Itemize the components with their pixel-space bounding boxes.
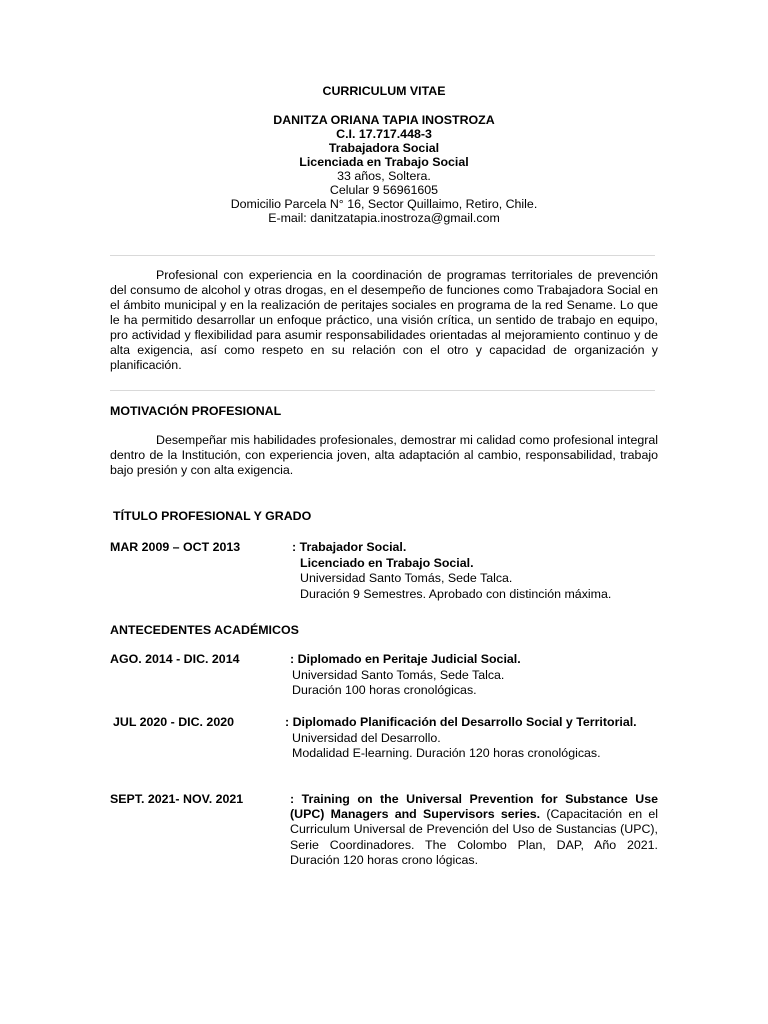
divider	[110, 390, 655, 391]
profile-summary	[110, 268, 658, 373]
motivation-heading: MOTIVACIÓN PROFESIONAL	[110, 404, 282, 418]
academic-line: Duración 100 horas cronológicas.	[292, 683, 477, 698]
divider	[110, 255, 655, 256]
title-line: : Trabajador Social.	[292, 540, 407, 554]
motivation-paragraph	[110, 433, 658, 478]
academic-title: : Training on the Universal Prevention for Substance Use (UPC) Managers and Supervisors series.	[290, 792, 658, 822]
academic-date: JUL 2020 - DIC. 2020	[113, 715, 234, 729]
title-line: Universidad Santo Tomás, Sede Talca.	[300, 571, 513, 586]
academic-detail	[285, 715, 637, 762]
academic-line: Modalidad E-learning. Duración 120 horas cronológicas.	[292, 746, 601, 761]
academic-line: Universidad del Desarrollo.	[292, 730, 441, 745]
id-number: C.I. 17.717.448-3	[336, 127, 432, 141]
title-line: Duración 9 Semestres. Aprobado con distinción máxima.	[300, 586, 612, 601]
summary-text: Profesional con experiencia en la coordinación de programas territoriales de prevención del consumo de alcohol y otras drogas, en el desempeño de funciones como Trabajadora Social en el ámbito municipal y en la realización de peritajes sociales en programa de la red Sename. Lo que le ha permitido desarrollar un enfoque práctico, una visión crítica, un sentido de trabajo en equipo, pro actividad y flexibilidad para asumir responsabilidades orientadas al mejoramiento continuo y de alta exigencia, así como respeto en su relación con el otro y capacidad de organización y planificación.	[110, 268, 658, 372]
academic-description: (Capacitación en el Curriculum Universal de Prevención del Uso de Sustancias (UPC), Serie Coordinadores. The Colombo Plan, DAP, Año 2021. Duración 120 horas crono lógicas.	[290, 807, 659, 867]
doc-title: CURRICULUM VITAE	[322, 84, 446, 98]
academic-detail	[290, 792, 658, 868]
title-line: Licenciado en Trabajo Social.	[300, 555, 474, 570]
email: E-mail: danitzatapia.inostroza@gmail.com	[268, 211, 500, 225]
academic-date: AGO. 2014 - DIC. 2014	[110, 652, 240, 666]
title-detail	[292, 540, 611, 602]
academic-heading: ANTECEDENTES ACADÉMICOS	[110, 623, 299, 637]
motivation-text: Desempeñar mis habilidades profesionales, demostrar mi calidad como profesional integral dentro de la Institución, con experiencia joven, alta adaptación al cambio, responsabilidad, trabajo bajo presión y con alta exigencia.	[110, 433, 658, 477]
profession: Trabajadora Social	[328, 141, 440, 155]
academic-title: : Diplomado Planificación del Desarrollo Social y Territorial.	[285, 715, 637, 729]
academic-line: Universidad Santo Tomás, Sede Talca.	[292, 667, 505, 682]
age-status: 33 años, Soltera.	[337, 169, 431, 183]
address: Domicilio Parcela N° 16, Sector Quillaimo, Retiro, Chile.	[230, 197, 538, 211]
phone: Celular 9 56961605	[329, 183, 439, 197]
degree: Licenciada en Trabajo Social	[299, 155, 469, 169]
academic-date: SEPT. 2021- NOV. 2021	[110, 792, 244, 806]
title-date: MAR 2009 – OCT 2013	[110, 540, 241, 554]
titles-heading: TÍTULO PROFESIONAL Y GRADO	[113, 509, 312, 523]
academic-title: : Diplomado en Peritaje Judicial Social.	[290, 652, 521, 666]
person-name: DANITZA ORIANA TAPIA INOSTROZA	[273, 113, 495, 127]
academic-detail	[290, 652, 521, 699]
